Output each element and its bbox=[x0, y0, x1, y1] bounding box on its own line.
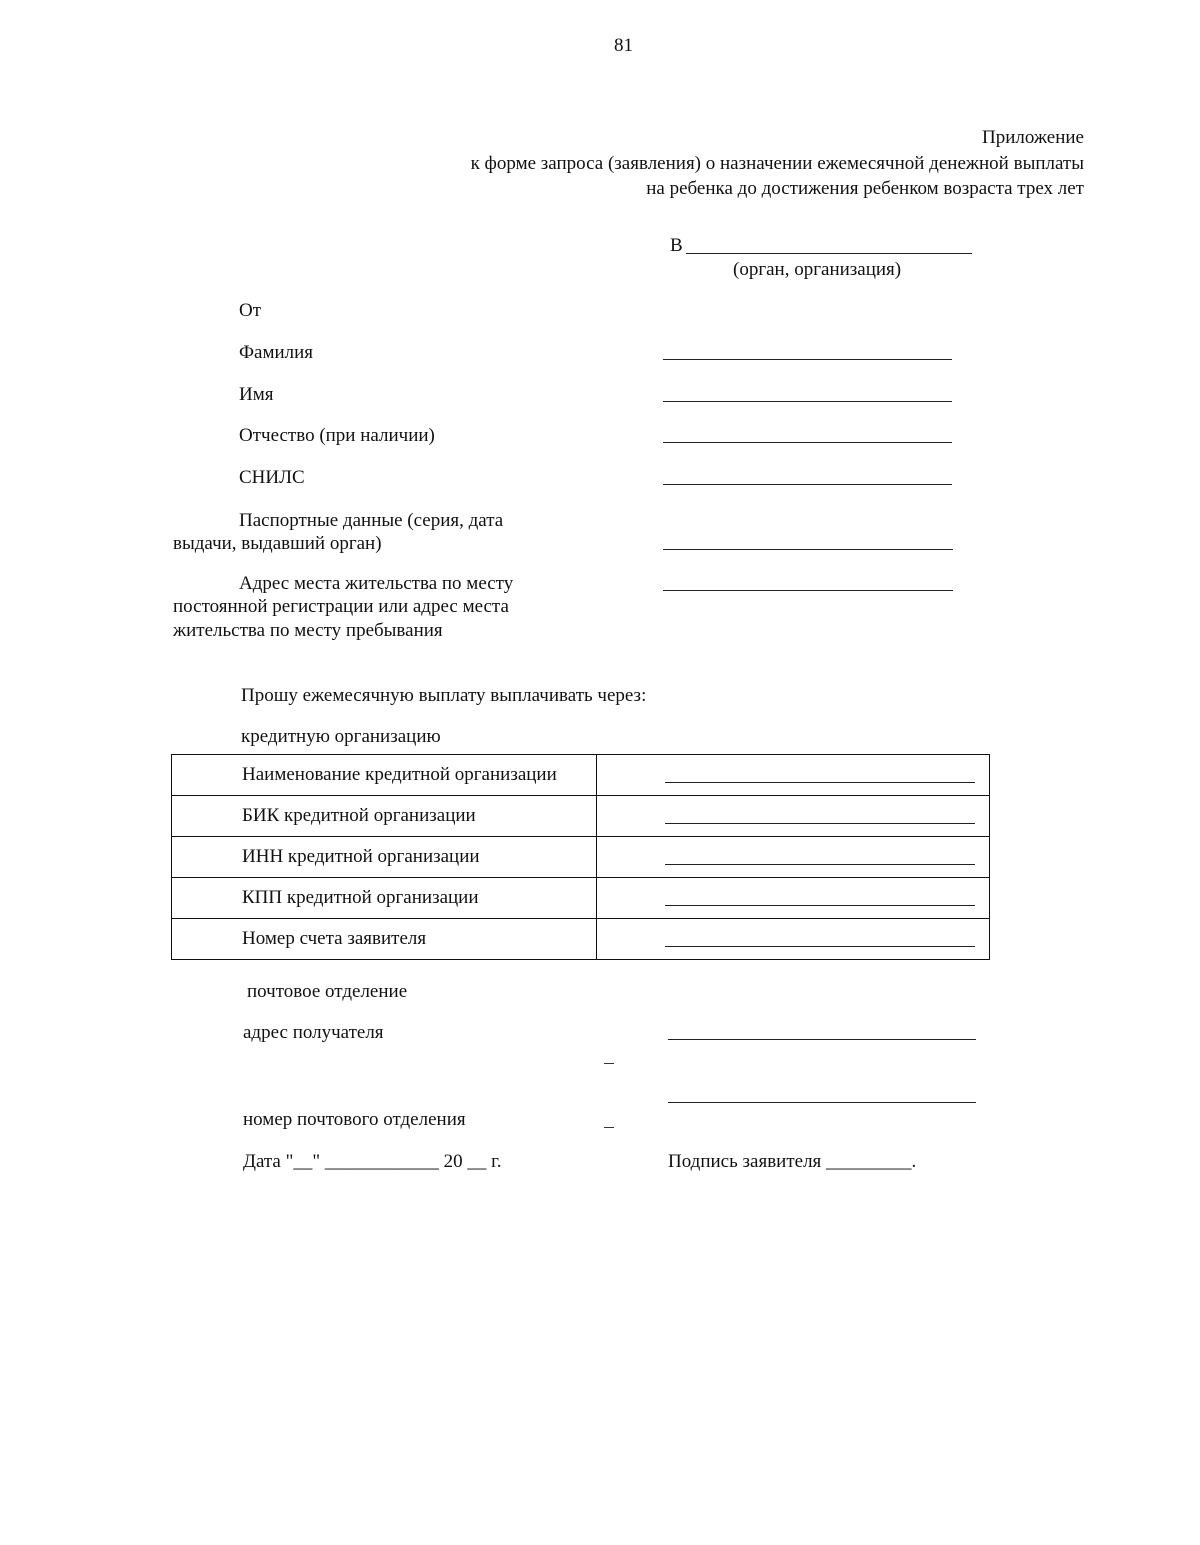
table-row bbox=[172, 837, 990, 878]
table-row bbox=[172, 796, 990, 837]
name-field[interactable] bbox=[663, 401, 952, 402]
table-row bbox=[172, 878, 990, 919]
snils-field[interactable] bbox=[663, 484, 952, 485]
passport-field[interactable] bbox=[663, 549, 953, 550]
addressee-caption: (орган, организация) bbox=[733, 259, 902, 280]
patronymic-label: Отчество (при наличии) bbox=[239, 425, 435, 446]
addressee-prefix: В bbox=[670, 235, 683, 256]
bank-name-field[interactable] bbox=[665, 782, 975, 783]
bik-label: БИК кредитной организации bbox=[172, 796, 597, 837]
snils-label: СНИЛС bbox=[239, 467, 305, 488]
kpp-cell bbox=[597, 878, 990, 919]
recipient-address-field[interactable] bbox=[668, 1039, 976, 1040]
table-row bbox=[172, 919, 990, 960]
account-cell bbox=[597, 919, 990, 960]
address-label-line1: Адрес места жительства по месту bbox=[239, 573, 514, 594]
bank-name-cell bbox=[597, 755, 990, 796]
bank-name-label: Наименование кредитной организации bbox=[172, 755, 597, 796]
recipient-address-label: адрес получателя bbox=[243, 1022, 384, 1043]
post-office-option: почтовое отделение bbox=[247, 981, 408, 1002]
address-label-line3: жительства по месту пребывания bbox=[173, 620, 443, 641]
credit-org-option: кредитную организацию bbox=[241, 726, 441, 747]
bik-field[interactable] bbox=[665, 823, 975, 824]
inn-cell bbox=[597, 837, 990, 878]
surname-label: Фамилия bbox=[239, 342, 314, 363]
surname-field[interactable] bbox=[663, 359, 952, 360]
post-office-number-label: номер почтового отделения bbox=[243, 1109, 466, 1130]
dash-mark bbox=[604, 1063, 614, 1064]
passport-label-line2: выдачи, выдавший орган) bbox=[173, 533, 382, 554]
account-label: Номер счета заявителя bbox=[172, 919, 597, 960]
table-row bbox=[172, 755, 990, 796]
bank-details-table bbox=[171, 754, 990, 960]
address-field[interactable] bbox=[663, 590, 953, 591]
inn-label: ИНН кредитной организации bbox=[172, 837, 597, 878]
bik-cell bbox=[597, 796, 990, 837]
appendix-subtitle-line2: на ребенка до достижения ребенком возраста трех лет bbox=[646, 178, 1084, 199]
account-field[interactable] bbox=[665, 946, 975, 947]
name-label: Имя bbox=[239, 384, 274, 405]
recipient-address-field-2[interactable] bbox=[668, 1102, 976, 1103]
patronymic-field[interactable] bbox=[663, 442, 952, 443]
payment-request-text: Прошу ежемесячную выплату выплачивать через: bbox=[241, 685, 647, 706]
kpp-label: КПП кредитной организации bbox=[172, 878, 597, 919]
inn-field[interactable] bbox=[665, 864, 975, 865]
appendix-title: Приложение bbox=[982, 127, 1084, 148]
address-label-line2: постоянной регистрации или адрес места bbox=[173, 596, 509, 617]
dash-mark bbox=[604, 1127, 614, 1128]
date-field[interactable]: Дата "__" ____________ 20 __ г. bbox=[243, 1151, 502, 1172]
signature-field[interactable]: Подпись заявителя _________. bbox=[668, 1151, 917, 1172]
passport-label-line1: Паспортные данные (серия, дата bbox=[239, 510, 504, 531]
appendix-subtitle-line1: к форме запроса (заявления) о назначении ежемесячной денежной выплаты bbox=[470, 153, 1084, 174]
from-label: От bbox=[239, 300, 262, 321]
addressee-field[interactable] bbox=[686, 253, 972, 254]
kpp-field[interactable] bbox=[665, 905, 975, 906]
page-number: 81 bbox=[614, 35, 633, 56]
